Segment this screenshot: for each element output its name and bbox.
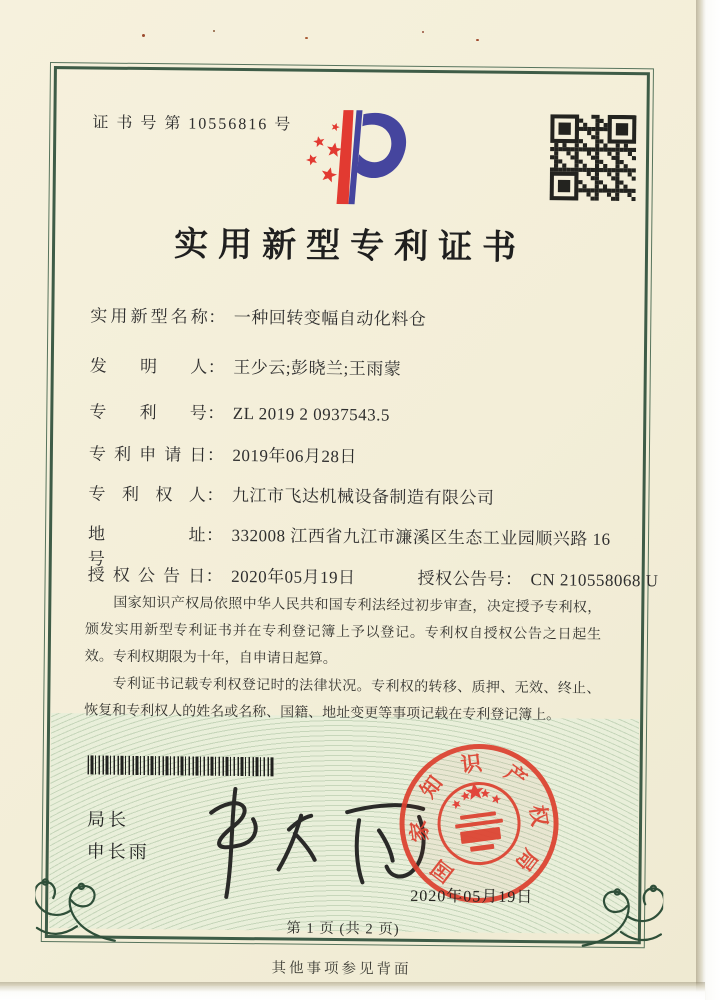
corner-flourish-icon [577,862,664,949]
field-utility-model-name [90,301,630,332]
field-colon: ： [505,569,523,589]
field-label: 专利号 [89,402,208,423]
field-value: 一种回转变幅自动化料仓 [233,307,427,329]
legal-paragraph: 国家知识产权局依照中华人民共和国专利法经过初步审查，决定授予专利权，颁发实用新型专利证书并在专利登记簿上予以登记。专利权自授权公告之日起生效。专利权期限为十年，自申请日起算。 [84,595,602,667]
field-colon: ： [205,525,224,545]
svg-text:局: 局 [510,844,543,876]
field-colon: ： [206,445,225,465]
field-value: 九江市飞达机械设备制造有限公司 [231,485,495,508]
svg-text:识: 识 [459,750,484,778]
field-colon: ： [205,566,224,586]
certificate-title: 实用新型专利证书 [173,226,527,267]
legal-text [84,590,601,730]
svg-text:知: 知 [415,771,448,803]
field-value: 2019年06月28日 [232,445,357,467]
field-value: 王少云;彭晓兰;王雨蒙 [233,357,402,379]
field-label: 发明人 [89,356,208,377]
field-colon: ： [206,485,225,505]
field-value: ZL 2019 2 0937543.5 [232,403,391,425]
field-colon: ： [207,403,225,423]
field-value: 332008 江西省九江市濂溪区生态工业园顺兴路 16 号 [87,525,611,569]
field-value: CN 210558068 U [530,570,659,591]
field-colon: ： [208,307,226,327]
corner-flourish-icon [35,856,122,943]
field-patent-number [89,397,629,428]
signatory-title: 局长 [86,809,130,830]
field-grant-row [87,560,659,591]
field-label: 专利权人 [88,484,207,505]
field-label: 授权公告日 [87,565,206,586]
page-number: 第 1 页 (共 2 页) [286,920,400,938]
field-patentee [88,479,628,510]
field-label: 实用新型名称 [90,306,209,327]
svg-text:产: 产 [500,760,532,792]
cnipa-logo-icon [284,101,417,210]
back-note: 其他事项参见背面 [271,960,412,978]
field-label: 地址 [87,524,207,545]
seal-date: 2020年05月19日 [410,887,534,907]
svg-text:国: 国 [426,855,459,887]
field-label: 授权公告号 [417,568,506,589]
scan-edge-bottom [0,982,705,1000]
certificate-border-frame [41,62,659,948]
svg-text:家: 家 [406,819,433,844]
qr-code [550,114,637,201]
legal-paragraph: 专利证书记载专利权登记时的法律状况。专利权的转移、质押、无效、终止、恢复和专利权人的姓名或名称、国籍、地址变更等事项记载在专利登记簿上。 [84,676,601,723]
scan-edge-right [696,0,721,1000]
field-value: 2020年05月19日 [231,566,356,588]
field-filing-date [89,439,629,470]
field-label: 专利申请日 [88,444,207,465]
svg-text:权: 权 [525,803,552,828]
field-colon: ： [207,357,226,377]
signatory-name: 申长雨 [86,841,150,863]
field-inventors [90,351,630,382]
field-grant-number [418,564,659,592]
certificate-number: 证 书 号 第 10556816 号 [92,114,293,134]
